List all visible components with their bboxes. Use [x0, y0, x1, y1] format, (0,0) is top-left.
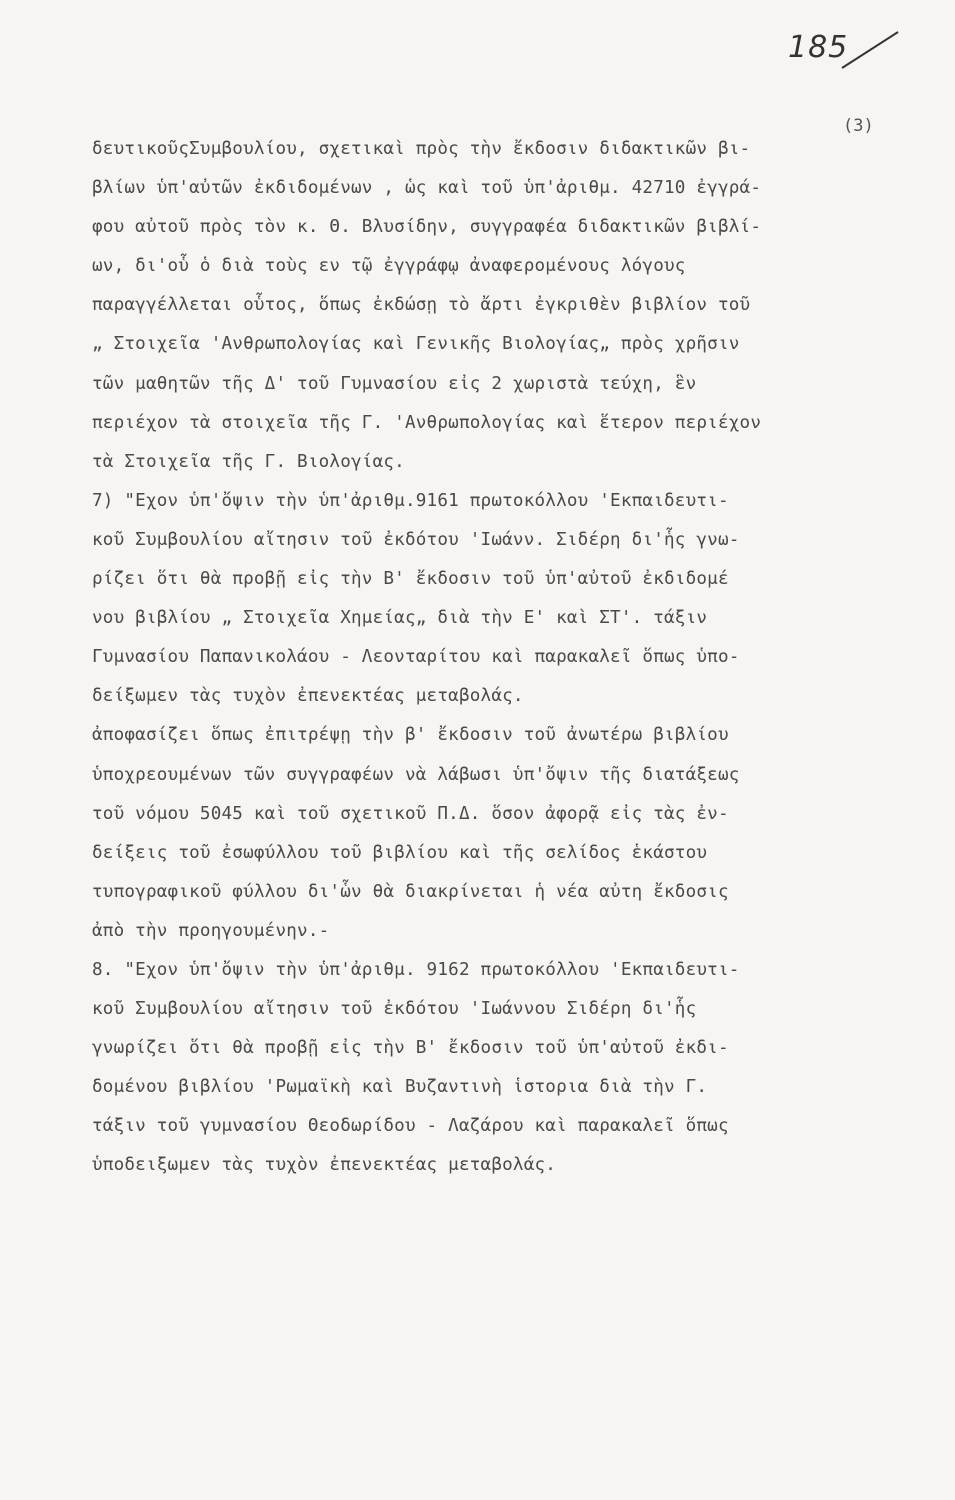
text-line: ὑποχρεουμένων τῶν συγγραφέων νὰ λάβωσι ὑπ'ὄψιν τῆς διατάξεως — [92, 764, 740, 785]
text-line: τοῦ νόμου 5045 καὶ τοῦ σχετικοῦ Π.Δ. ὅσον ἀφορᾷ εἰς τὰς ἐν- — [92, 803, 729, 824]
text-line: τῶν μαθητῶν τῆς Δ' τοῦ Γυμνασίου εἰς 2 χωριστὰ τεύχη, ἓν — [92, 373, 697, 394]
text-line: περιέχον τὰ στοιχεῖα τῆς Γ. 'Ανθρωπολογίας καὶ ἕτερον περιέχον — [92, 412, 762, 433]
typed-text-body — [92, 130, 942, 1186]
text-line: 7) "Εχον ὑπ'ὄψιν τὴν ὑπ'ἀριθμ.9161 πρωτοκόλλου 'Εκπαιδευτι- — [92, 490, 729, 511]
text-line: ἀποφασίζει ὅπως ἐπιτρέψῃ τὴν β' ἔκδοσιν τοῦ ἀνωτέρω βιβλίου — [92, 725, 729, 746]
text-line: δευτικοῦςΣυμβουλίου, σχετικαὶ πρὸς τὴν ἔκδοσιν διδακτικῶν βι- — [92, 139, 751, 159]
text-line: δείξωμεν τὰς τυχὸν ἐπενεκτέας μεταβολάς. — [92, 686, 524, 707]
handwritten-slash — [840, 28, 900, 72]
text-line: κοῦ Συμβουλίου αἴτησιν τοῦ ἐκδότου 'Ιωάννου Σιδέρη δι'ἧς — [92, 999, 697, 1020]
text-line: δομένου βιβλίου 'Ρωμαϊκὴ καὶ Βυζαντινὴ ἱστορια διὰ τὴν Γ. — [92, 1077, 708, 1098]
folio-number: 185 — [788, 30, 849, 65]
text-line: „ Στοιχεῖα 'Ανθρωπολογίας καὶ Γενικῆς Βιολογίας„ πρὸς χρῆσιν — [92, 334, 740, 355]
text-line: γνωρίζει ὅτι θὰ προβῇ εἰς τὴν Β' ἔκδοσιν τοῦ ὑπ'αὐτοῦ ἐκδι- — [92, 1038, 729, 1059]
text-line: ἀπὸ τὴν προηγουμένην.- — [92, 920, 330, 941]
text-line: κοῦ Συμβουλίου αἴτησιν τοῦ ἐκδότου 'Ιωάνν. Σιδέρη δι'ἧς γνω- — [92, 529, 740, 550]
text-line: 8. "Εχον ὑπ'ὄψιν τὴν ὑπ'ἀριθμ. 9162 πρωτοκόλλου 'Εκπαιδευτι- — [92, 959, 740, 980]
text-line: τάξιν τοῦ γυμνασίου Θεοδωρίδου - Λαζάρου καὶ παρακαλεῖ ὅπως — [92, 1116, 729, 1137]
text-line: φου αὐτοῦ πρὸς τὸν κ. Θ. Βλυσίδην, συγγραφέα διδακτικῶν βιβλί- — [92, 217, 762, 238]
text-line: βλίων ὑπ'αὐτῶν ἐκδιδομένων , ὡς καὶ τοῦ ὑπ'ἀριθμ. 42710 ἐγγρά- — [92, 178, 762, 199]
page-number: (3) — [843, 116, 874, 136]
text-line: Γυμνασίου Παπανικολάου - Λεονταρίτου καὶ παρακαλεῖ ὅπως ὑπο- — [92, 647, 740, 668]
text-line: νου βιβλίου „ Στοιχεῖα Χημείας„ διὰ τὴν Ε' καὶ ΣΤ'. τάξιν — [92, 608, 708, 629]
text-line: ων, δι'οὗ ὁ διὰ τοὺς εν τῷ ἐγγράφῳ ἀναφερομένους λόγους — [92, 256, 686, 277]
text-line: παραγγέλλεται οὗτος, ὅπως ἐκδώσῃ τὸ ἄρτι ἐγκριθὲν βιβλίον τοῦ — [92, 295, 751, 316]
text-line: τὰ Στοιχεῖα τῆς Γ. Βιολογίας. — [92, 451, 405, 472]
text-line: δείξεις τοῦ ἐσωφύλλου τοῦ βιβλίου καὶ τῆς σελίδος ἑκάστου — [92, 842, 708, 863]
text-line: τυπογραφικοῦ φύλλου δι'ὧν θὰ διακρίνεται ἡ νέα αὐτη ἔκδοσις — [92, 881, 729, 902]
text-line: ρίζει ὅτι θὰ προβῇ εἰς τὴν Β' ἔκδοσιν τοῦ ὑπ'αὐτοῦ ἐκδιδομέ — [92, 569, 729, 590]
text-line: ὑποδειξωμεν τὰς τυχὸν ἐπενεκτέας μεταβολάς. — [92, 1155, 557, 1176]
